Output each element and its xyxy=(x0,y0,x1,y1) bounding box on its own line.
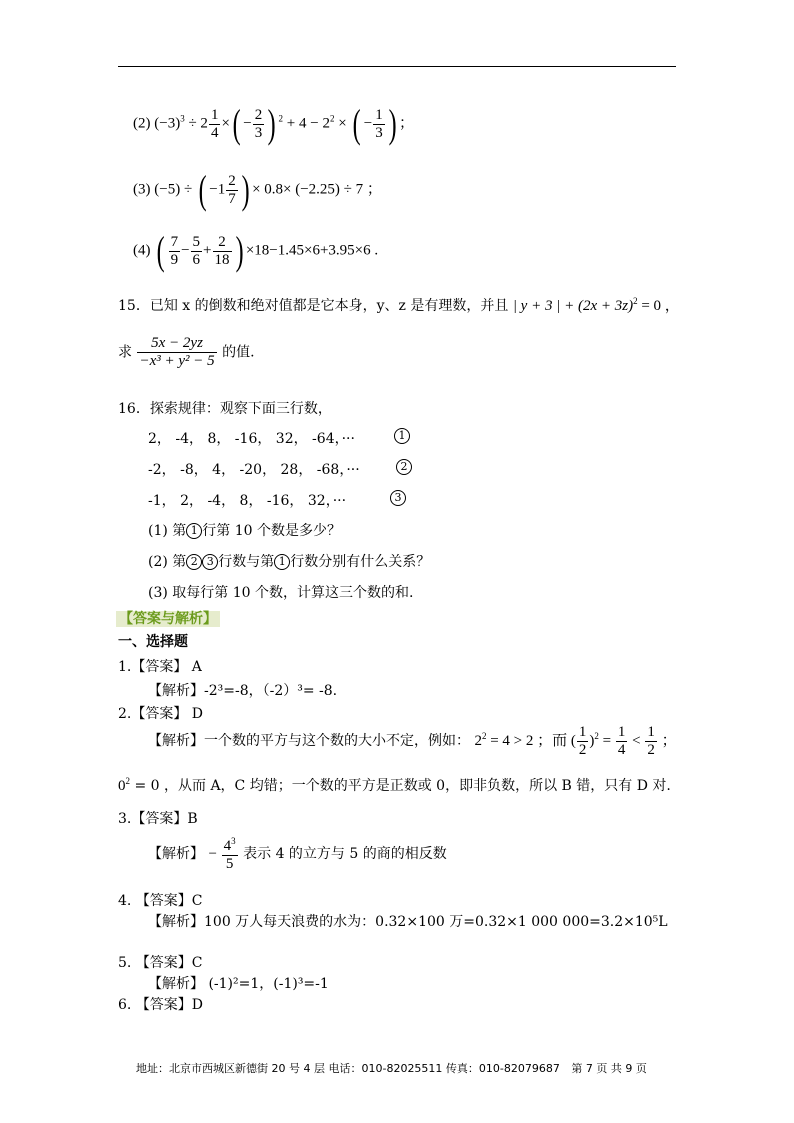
answer-6: 6. 【答案】D xyxy=(118,997,204,1013)
question-16-title: 16．探索规律：观察下面三行数， xyxy=(118,401,332,417)
circled-2: 2 xyxy=(396,459,412,475)
answer-5: 5. 【答案】C xyxy=(118,955,203,971)
answers-heading: 【答案与解析】 xyxy=(116,608,220,628)
question-15: 15．已知 x 的倒数和绝对值都是它本身，y、z 是有理数，并且 | y + 3 | + $(2x + 3z)^2 = 0$ ， xyxy=(118,296,680,314)
sub-question-2: (2) 第 2 3 行数与第 1 行数分别有什么关系？ xyxy=(148,554,431,570)
footer-address: 地址：北京市西城区新德街 20 号 4 层 电话：010-82025511 传真：010-82079687 第 7 页 共 9 页 xyxy=(136,1062,647,1075)
problem-3: (3) (−5) ÷ ( −1 $\frac{2}{7}$ ) × 0.8× (−2.25) ÷ 7 ； xyxy=(133,167,382,212)
header-rule xyxy=(118,66,676,67)
section-choice: 一、选择题 xyxy=(118,634,188,650)
answer-3: 3.【答案】B xyxy=(118,811,198,827)
answer-5-explanation: 【解析】 (-1)²=1，(-1)³=-1 xyxy=(148,976,329,992)
answer-2: 2.【答案】 D xyxy=(118,706,204,722)
answer-2-explanation: 【解析】一个数的平方与这个数的大小不定，例如： $2^2 = 4 > 2$ ；而 ( $\frac{1}{2}$ )$^2$ = $\frac{1}{4}$ < $\frac{1}{2}$ ； xyxy=(148,724,677,758)
problem-2: (2) $(-3)^3 \div 2$ $\frac{1}{4}$ ×( − $\frac{2}{3}$ ) $^2 + 4 - 2^2$ × ( − $\frac{1}{3}$ ) ； xyxy=(133,101,415,146)
answer-1: 1.【答案】 A xyxy=(118,659,202,675)
answer-1-explanation: 【解析】-2³=-8，（-2）³= -8. xyxy=(148,683,338,699)
sub-question-3: (3) 取每行第 10 个数，计算这三个数的和. xyxy=(148,585,414,601)
number-row-1: 2， -4， 8， -16， 32， -64，··· xyxy=(148,431,355,447)
question-15-expression: 求 $\frac{5x - 2yz}{\text{−x³ + y² − 5}}$ 的值. xyxy=(118,335,255,369)
circled-1: 1 xyxy=(394,428,410,444)
number-row-2: -2， -8， 4， -20， 28， -68，··· xyxy=(148,462,360,478)
sub-question-1: (1) 第 1 行第 10 个数是多少？ xyxy=(148,523,341,539)
answer-4: 4. 【答案】C xyxy=(118,893,203,909)
number-row-3: -1， 2， -4， 8， -16， 32，··· xyxy=(148,493,347,509)
answer-4-explanation: 【解析】100 万人每天浪费的水为：0.32×100 万=0.32×1 000 000=3.2×10⁵L xyxy=(148,914,668,930)
problem-4: (4) ( $\frac{7}{9}$ − $\frac{5}{6}$ + $\frac{2}{18}$ ) ×18−1.45×6+3.95×6 . xyxy=(133,228,379,273)
page-number: 第 7 页 共 9 页 xyxy=(571,1062,647,1075)
answer-3-explanation: 【解析】 − $\frac{4^3}{5}$ 表示 4 的立方与 5 的商的相反数 xyxy=(148,836,447,872)
circled-3: 3 xyxy=(390,490,406,506)
answer-2-explanation-line2: $0^2 = 0$ ，从而 A，C 均错；一个数的平方是正数或 0，即非负数，所以 B 错，只有 D 对. xyxy=(118,776,671,794)
